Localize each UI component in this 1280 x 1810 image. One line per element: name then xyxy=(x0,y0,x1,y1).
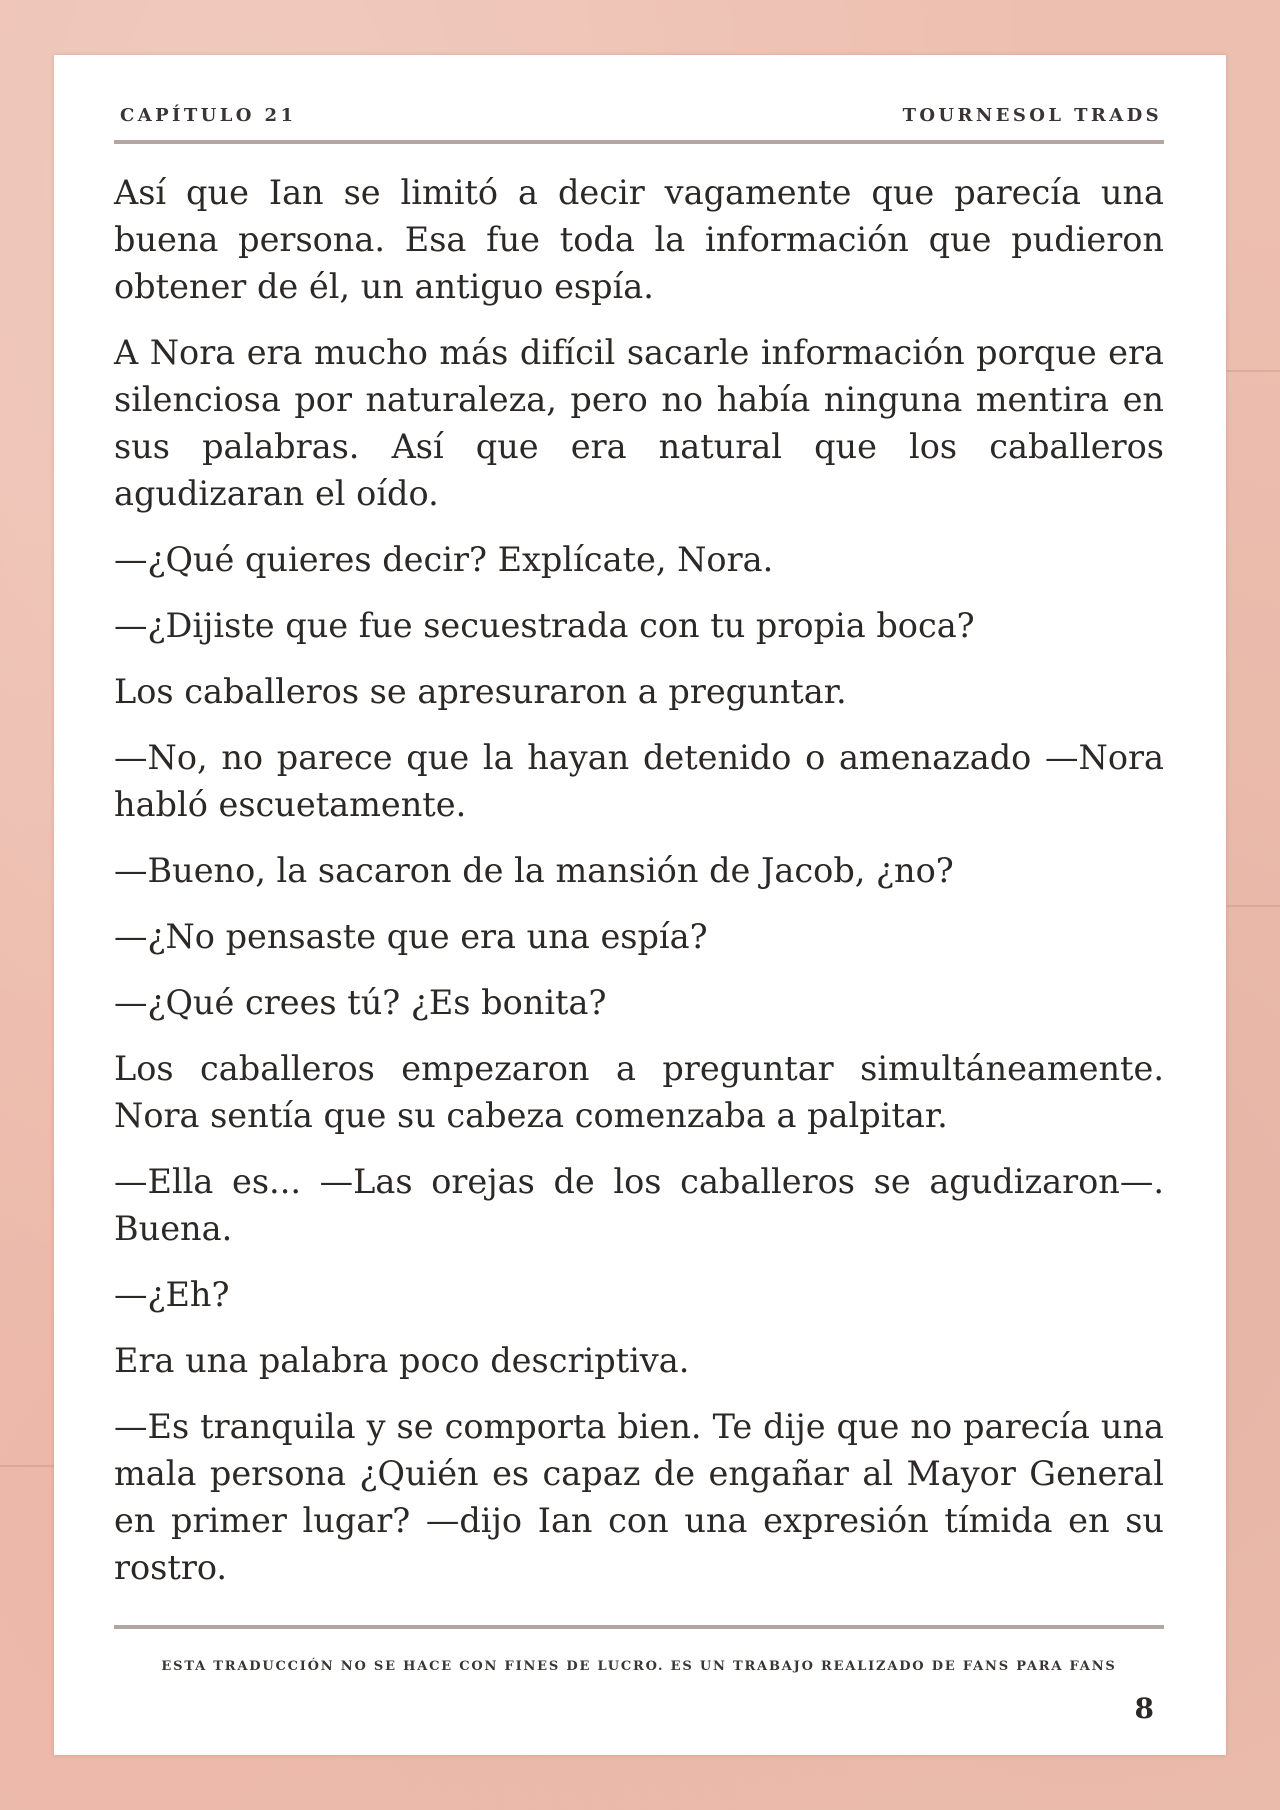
paragraph: Los caballeros se apresuraron a preguntar. xyxy=(114,672,847,711)
paper-crease xyxy=(0,1465,54,1467)
paragraph: Así que Ian se limitó a decir vagamente que parecía una buena persona. Esa fue toda la información que pudieron obtener de él, un antiguo espía. xyxy=(114,173,1164,306)
group-label: TOURNESOL TRADS xyxy=(902,105,1162,126)
paragraph: Era una palabra poco descriptiva. xyxy=(114,1341,690,1380)
paragraph: —¿No pensaste que era una espía? xyxy=(114,917,708,956)
paragraph: —¿Qué quieres decir? Explícate, Nora. xyxy=(114,540,774,579)
footer-rule xyxy=(114,1625,1164,1629)
paper-crease xyxy=(1226,370,1280,372)
document-page xyxy=(54,55,1226,1755)
paragraph: —¿Qué crees tú? ¿Es bonita? xyxy=(114,983,607,1022)
footer-disclaimer: ESTA TRADUCCIÓN NO SE HACE CON FINES DE LUCRO. ES UN TRABAJO REALIZADO DE FANS PARA FANS xyxy=(161,1659,1117,1674)
running-header xyxy=(120,105,1162,126)
paper-crease xyxy=(1226,905,1280,907)
paragraph: —¿Dijiste que fue secuestrada con tu propia boca? xyxy=(114,606,975,645)
paragraph: A Nora era mucho más difícil sacarle información porque era silenciosa por naturaleza, pero no había ninguna mentira en sus palabras. Así que era natural que los caballeros agudizaran el oído. xyxy=(114,333,1164,513)
paragraph: Los caballeros empezaron a preguntar simultáneamente. Nora sentía que su cabeza comenzaba a palpitar. xyxy=(114,1049,1164,1135)
page-number: 8 xyxy=(1134,1692,1154,1725)
body-text xyxy=(114,169,1164,1610)
paragraph: —Ella es... —Las orejas de los caballeros se agudizaron—. Buena. xyxy=(114,1162,1164,1248)
chapter-label: CAPÍTULO 21 xyxy=(120,105,297,126)
header-rule xyxy=(114,140,1164,144)
paragraph: —¿Eh? xyxy=(114,1275,230,1314)
paragraph: —No, no parece que la hayan detenido o amenazado —Nora habló escuetamente. xyxy=(114,738,1164,824)
paragraph: —Es tranquila y se comporta bien. Te dije que no parecía una mala persona ¿Quién es capaz de engañar al Mayor General en primer lugar? —dijo Ian con una expresión tímida en su rostro. xyxy=(114,1407,1164,1587)
paragraph: —Bueno, la sacaron de la mansión de Jacob, ¿no? xyxy=(114,851,954,890)
